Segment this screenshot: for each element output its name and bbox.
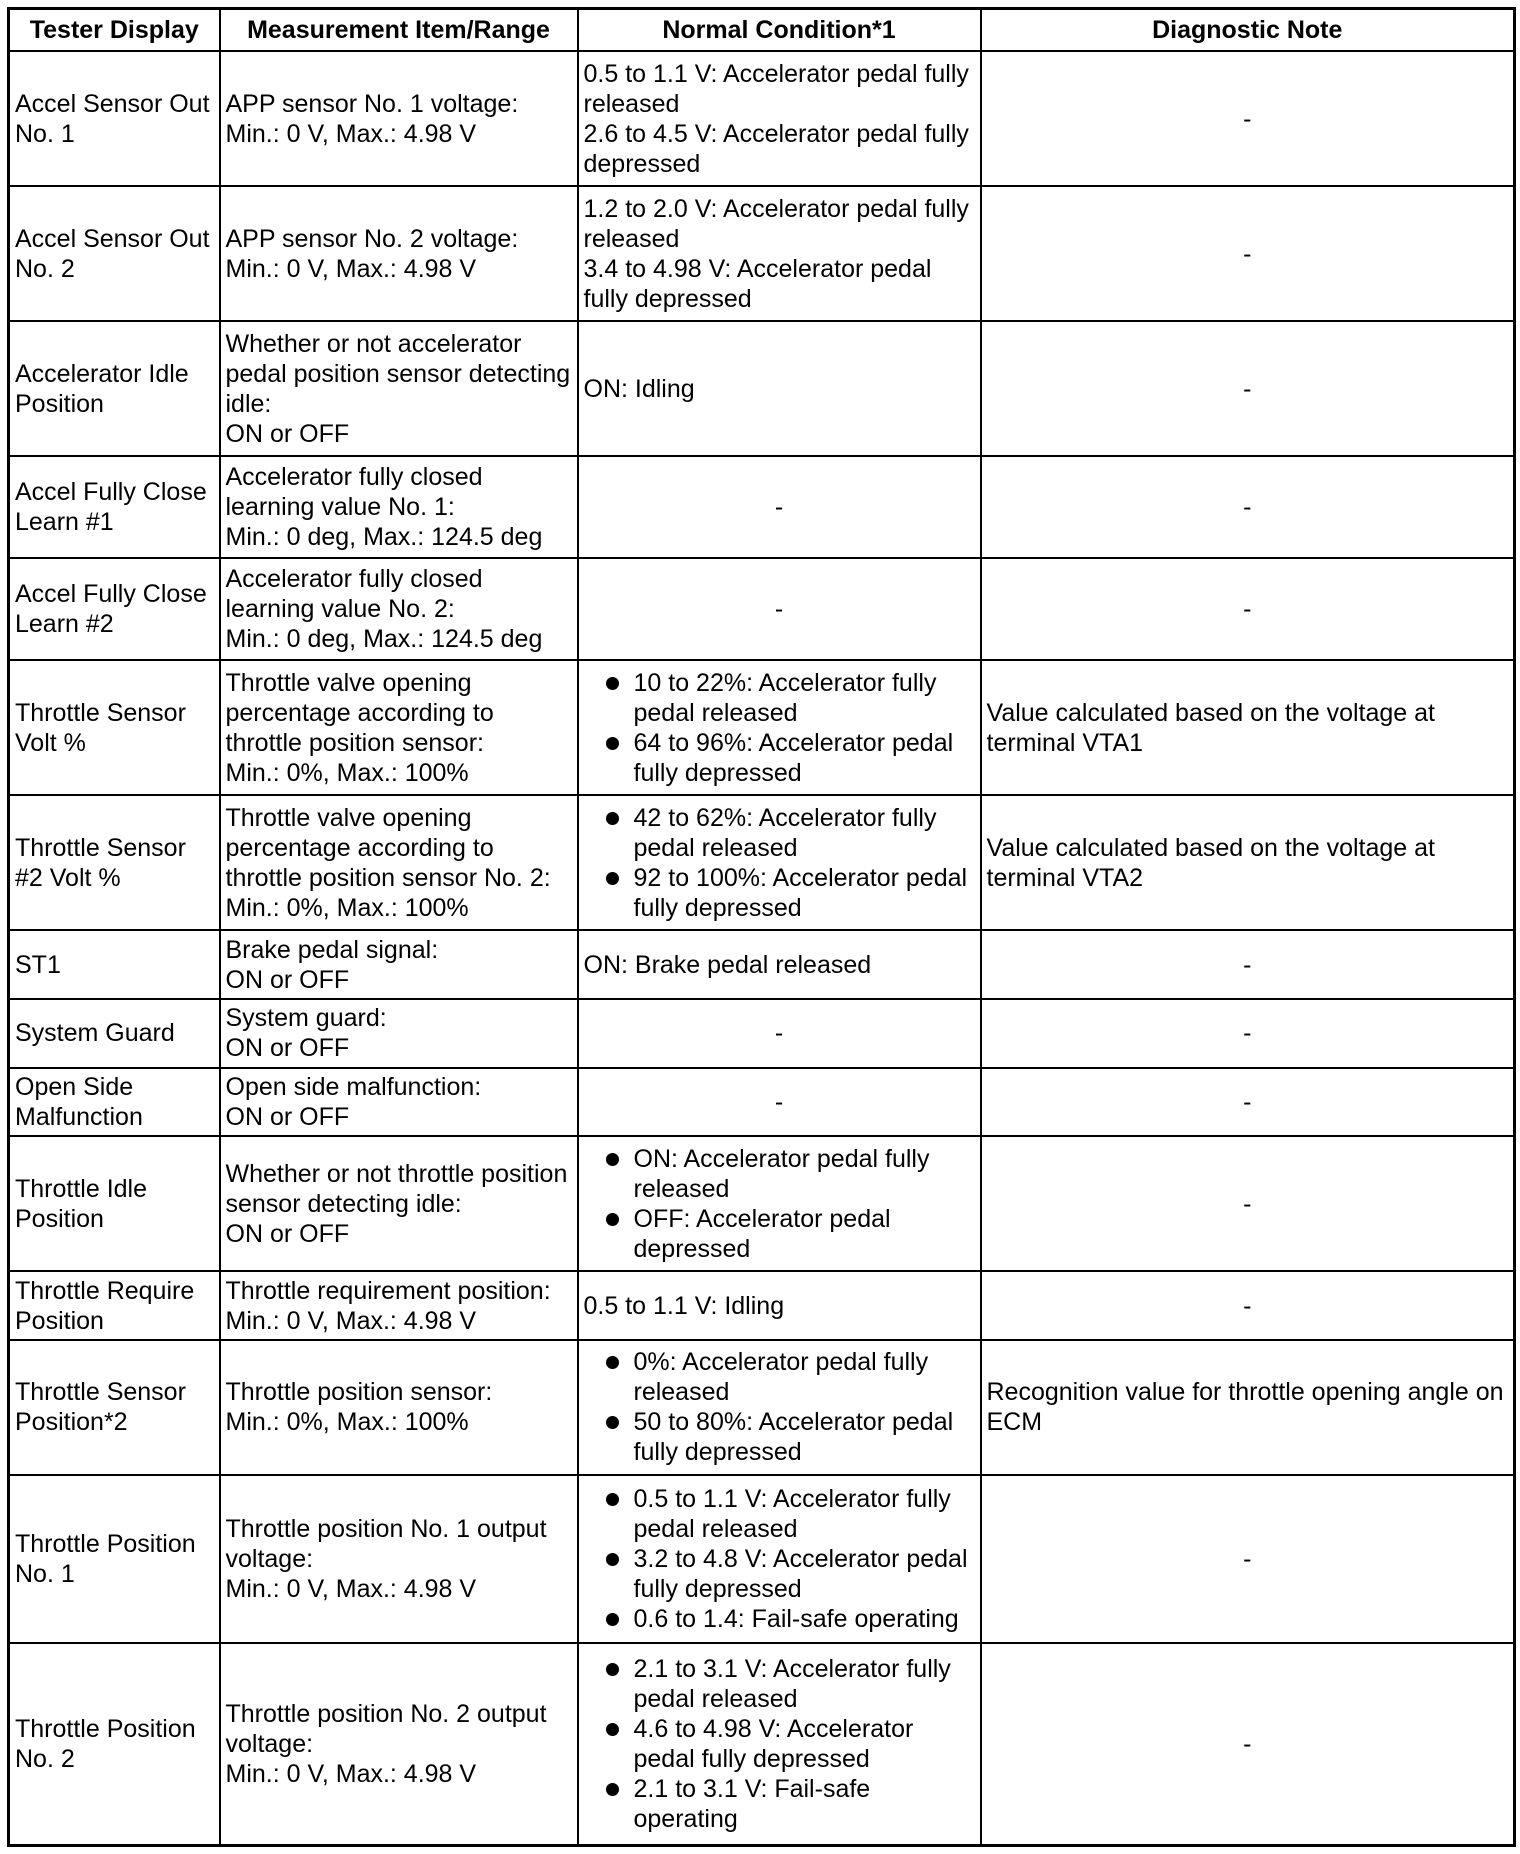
cell-diagnostic-note: -: [981, 186, 1515, 321]
cell-measurement-item: [220, 999, 578, 1068]
list-item: 0.5 to 1.1 V: Accelerator fully pedal released: [584, 1484, 975, 1544]
cell-tester-display: Accel Fully Close Learn #1: [9, 456, 220, 558]
cell-normal-condition: [578, 1643, 981, 1845]
table-row: [9, 1136, 1515, 1271]
table-row: [9, 1643, 1515, 1845]
header-tester-display: Tester Display: [9, 9, 220, 52]
normal-condition-text: -: [774, 1019, 784, 1048]
list-item: OFF: Accelerator pedal depressed: [584, 1204, 975, 1264]
cell-measurement-item: [220, 1068, 578, 1137]
cell-tester-display: System Guard: [9, 999, 220, 1068]
cell-diagnostic-note: -: [981, 51, 1515, 186]
cell-measurement-item: [220, 456, 578, 558]
normal-condition-list: [584, 668, 975, 788]
header-measurement-item: Measurement Item/Range: [220, 9, 578, 52]
list-item: 50 to 80%: Accelerator pedal fully depressed: [584, 1407, 975, 1467]
normal-condition-text: -: [774, 493, 784, 522]
cell-normal-condition: [578, 999, 981, 1068]
normal-condition-text: -: [774, 1087, 784, 1116]
list-item: 4.6 to 4.98 V: Accelerator pedal fully depressed: [584, 1714, 975, 1774]
data-list-sheet: [7, 7, 1513, 1847]
cell-normal-condition: [578, 930, 981, 999]
header-diagnostic-note: Diagnostic Note: [981, 9, 1515, 52]
normal-condition-text: ON: Brake pedal released: [583, 950, 872, 979]
cell-diagnostic-note: -: [981, 1271, 1515, 1340]
table-row: [9, 1475, 1515, 1643]
cell-normal-condition: [578, 1475, 981, 1643]
table-row: [9, 930, 1515, 999]
cell-diagnostic-note: -: [981, 1643, 1515, 1845]
list-item: 3.2 to 4.8 V: Accelerator pedal fully depressed: [584, 1544, 975, 1604]
normal-condition-list: [584, 803, 975, 923]
cell-measurement-item: [220, 321, 578, 456]
table-row: [9, 999, 1515, 1068]
cell-tester-display: Throttle Idle Position: [9, 1136, 220, 1271]
cell-tester-display: Accel Sensor Out No. 2: [9, 186, 220, 321]
table-body: [9, 51, 1515, 1846]
cell-diagnostic-note: Recognition value for throttle opening angle on ECM: [981, 1340, 1515, 1475]
cell-diagnostic-note: Value calculated based on the voltage at terminal VTA2: [981, 795, 1515, 930]
cell-diagnostic-note: -: [981, 558, 1515, 660]
table-row: [9, 51, 1515, 186]
normal-condition-text: 0.5 to 1.1 V: Accelerator pedal fully released 2.6 to 4.5 V: Accelerator pedal fully depressed: [583, 59, 969, 178]
cell-normal-condition: [578, 1068, 981, 1137]
cell-tester-display: Throttle Sensor Volt %: [9, 660, 220, 795]
cell-measurement-item: [220, 1475, 578, 1643]
cell-normal-condition: [578, 321, 981, 456]
cell-tester-display: Accel Fully Close Learn #2: [9, 558, 220, 660]
normal-condition-text: 0.5 to 1.1 V: Idling: [583, 1291, 785, 1320]
normal-condition-list: [584, 1347, 975, 1467]
measurement-item-text: Accelerator fully closed learning value No. 1: Min.: 0 deg, Max.: 124.5 deg: [225, 463, 543, 552]
cell-measurement-item: [220, 1643, 578, 1845]
list-item: 0%: Accelerator pedal fully released: [584, 1347, 975, 1407]
measurement-item-text: Accelerator fully closed learning value No. 2: Min.: 0 deg, Max.: 124.5 deg: [225, 565, 543, 654]
cell-tester-display: Accelerator Idle Position: [9, 321, 220, 456]
cell-measurement-item: [220, 1340, 578, 1475]
cell-diagnostic-note: -: [981, 1475, 1515, 1643]
measurement-item-text: Brake pedal signal: ON or OFF: [225, 935, 439, 994]
measurement-item-text: Throttle requirement position: Min.: 0 V, Max.: 4.98 V: [225, 1276, 551, 1335]
measurement-item-text: Whether or not throttle position sensor detecting idle: ON or OFF: [225, 1159, 568, 1248]
cell-tester-display: Throttle Sensor Position*2: [9, 1340, 220, 1475]
cell-tester-display: Accel Sensor Out No. 1: [9, 51, 220, 186]
cell-diagnostic-note: -: [981, 1136, 1515, 1271]
cell-normal-condition: [578, 558, 981, 660]
cell-measurement-item: [220, 1271, 578, 1340]
list-item: ON: Accelerator pedal fully released: [584, 1144, 975, 1204]
measurement-item-text: Whether or not accelerator pedal position sensor detecting idle: ON or OFF: [225, 329, 571, 448]
cell-tester-display: Throttle Position No. 1: [9, 1475, 220, 1643]
table-row: [9, 186, 1515, 321]
list-item: 42 to 62%: Accelerator fully pedal released: [584, 803, 975, 863]
cell-tester-display: Throttle Position No. 2: [9, 1643, 220, 1845]
cell-measurement-item: [220, 558, 578, 660]
table-row: [9, 1271, 1515, 1340]
cell-diagnostic-note: -: [981, 930, 1515, 999]
table-row: [9, 1068, 1515, 1137]
cell-tester-display: Open Side Malfunction: [9, 1068, 220, 1137]
cell-normal-condition: [578, 1271, 981, 1340]
normal-condition-list: [584, 1654, 975, 1834]
normal-condition-text: -: [774, 595, 784, 624]
cell-normal-condition: [578, 1136, 981, 1271]
cell-normal-condition: [578, 660, 981, 795]
table-header-row: [9, 9, 1515, 52]
cell-normal-condition: [578, 1340, 981, 1475]
measurement-item-text: Throttle valve opening percentage according to throttle position sensor: Min.: 0%, Max.: 100%: [225, 668, 494, 787]
cell-diagnostic-note: -: [981, 1068, 1515, 1137]
table-row: [9, 1340, 1515, 1475]
measurement-item-text: APP sensor No. 1 voltage: Min.: 0 V, Max.: 4.98 V: [225, 89, 519, 148]
cell-tester-display: Throttle Require Position: [9, 1271, 220, 1340]
table-row: [9, 456, 1515, 558]
measurement-item-text: Open side malfunction: ON or OFF: [225, 1072, 482, 1131]
normal-condition-text: ON: Idling: [583, 374, 695, 403]
measurement-item-text: Throttle position No. 1 output voltage: Min.: 0 V, Max.: 4.98 V: [225, 1515, 547, 1604]
list-item: 64 to 96%: Accelerator pedal fully depressed: [584, 728, 975, 788]
cell-measurement-item: [220, 660, 578, 795]
list-item: 10 to 22%: Accelerator fully pedal released: [584, 668, 975, 728]
cell-normal-condition: [578, 186, 981, 321]
cell-tester-display: Throttle Sensor #2 Volt %: [9, 795, 220, 930]
cell-measurement-item: [220, 186, 578, 321]
table-row: [9, 321, 1515, 456]
header-normal-condition: Normal Condition*1: [578, 9, 981, 52]
cell-measurement-item: [220, 1136, 578, 1271]
cell-normal-condition: [578, 456, 981, 558]
measurement-item-text: Throttle position sensor: Min.: 0%, Max.: 100%: [225, 1378, 493, 1437]
cell-tester-display: ST1: [9, 930, 220, 999]
list-item: 2.1 to 3.1 V: Fail-safe operating: [584, 1774, 975, 1834]
measurement-item-text: APP sensor No. 2 voltage: Min.: 0 V, Max.: 4.98 V: [225, 224, 519, 283]
normal-condition-list: [584, 1484, 975, 1634]
data-list-table: [7, 7, 1516, 1847]
cell-measurement-item: [220, 930, 578, 999]
cell-normal-condition: [578, 51, 981, 186]
cell-diagnostic-note: Value calculated based on the voltage at terminal VTA1: [981, 660, 1515, 795]
cell-diagnostic-note: -: [981, 321, 1515, 456]
measurement-item-text: Throttle valve opening percentage according to throttle position sensor No. 2: Min.: 0%, Max.: 100%: [225, 803, 551, 922]
normal-condition-text: 1.2 to 2.0 V: Accelerator pedal fully released 3.4 to 4.98 V: Accelerator pedal fully depressed: [583, 194, 969, 313]
normal-condition-list: [584, 1144, 975, 1264]
table-row: [9, 660, 1515, 795]
list-item: 0.6 to 1.4: Fail-safe operating: [584, 1604, 975, 1634]
cell-diagnostic-note: -: [981, 456, 1515, 558]
table-row: [9, 558, 1515, 660]
cell-diagnostic-note: -: [981, 999, 1515, 1068]
list-item: 92 to 100%: Accelerator pedal fully depressed: [584, 863, 975, 923]
measurement-item-text: System guard: ON or OFF: [225, 1004, 387, 1063]
cell-measurement-item: [220, 795, 578, 930]
table-row: [9, 795, 1515, 930]
cell-normal-condition: [578, 795, 981, 930]
measurement-item-text: Throttle position No. 2 output voltage: Min.: 0 V, Max.: 4.98 V: [225, 1700, 547, 1789]
cell-measurement-item: [220, 51, 578, 186]
list-item: 2.1 to 3.1 V: Accelerator fully pedal released: [584, 1654, 975, 1714]
